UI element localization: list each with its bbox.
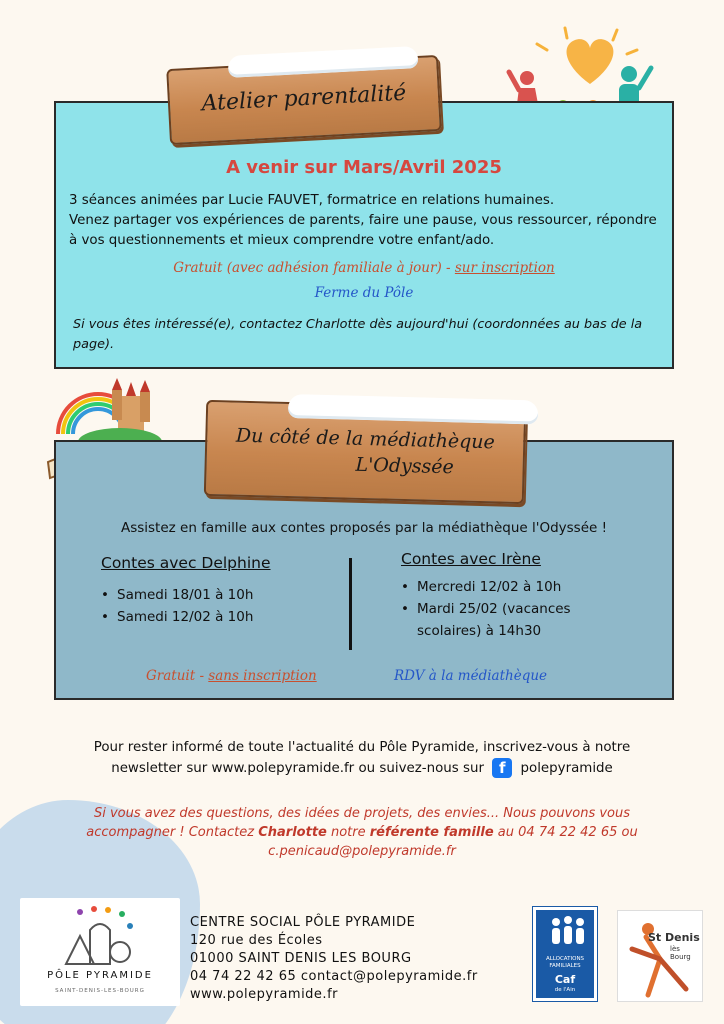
mediatheque-sign-line-1: Du côté de la médiathèque xyxy=(235,424,496,454)
list-item: • Mercredi 12/02 à 10h xyxy=(401,576,621,598)
atelier-description xyxy=(69,191,660,251)
pole-pyramide-logo xyxy=(20,898,180,1006)
logo-figures-icon xyxy=(60,906,140,968)
questions-text xyxy=(70,804,654,861)
questions-part-3: au 04 74 22 42 65 ou xyxy=(493,825,638,840)
footer-address xyxy=(190,914,478,1004)
contes-delphine xyxy=(101,554,271,628)
mediatheque-no-inscription: sans inscription xyxy=(208,668,317,684)
atelier-inscription: sur inscription xyxy=(454,260,555,276)
castle-icon xyxy=(112,378,150,436)
newsletter-line-2 xyxy=(40,758,684,779)
newsletter-text xyxy=(40,738,684,779)
questions-part-2: notre xyxy=(326,825,370,840)
atelier-price xyxy=(56,260,672,276)
mediatheque-rdv: RDV à la médiathèque xyxy=(394,668,548,684)
caf-logo xyxy=(533,907,597,1001)
contact-email[interactable]: c.penicaud@polepyramide.fr xyxy=(268,844,456,859)
mediatheque-sign-line-2: L'Odyssée xyxy=(355,453,455,479)
address-line: 120 rue des Écoles xyxy=(190,933,323,948)
atelier-panel xyxy=(54,101,674,369)
contes-delphine-title: Contes avec Delphine xyxy=(101,554,271,572)
contact-role: référente famille xyxy=(369,825,494,840)
newsletter-line-2-text: newsletter sur www.polepyramide.fr ou suivez-nous sur xyxy=(111,761,484,776)
snow-cap xyxy=(288,394,539,425)
logo-subtitle: SAINT-DENIS-LES-BOURG xyxy=(55,988,145,994)
stdenis-title: St Denis xyxy=(648,931,700,944)
address-line: 01000 SAINT DENIS LES BOURG xyxy=(190,951,412,966)
contes-irene-list xyxy=(401,576,621,642)
address-line: 04 74 22 42 65 contact@polepyramide.fr xyxy=(190,969,478,984)
contes-delphine-list xyxy=(101,584,271,628)
questions-part-1: Si vous avez des questions, des idées de projets, des envies... Nous pouvons vous accompagner ! Contactez xyxy=(86,806,631,840)
caf-line-2: FAMILIALES xyxy=(549,963,581,969)
facebook-handle[interactable]: polepyramide xyxy=(520,761,613,776)
address-line: www.polepyramide.fr xyxy=(190,987,338,1002)
atelier-location: Ferme du Pôle xyxy=(314,285,414,301)
contes-irene xyxy=(401,550,621,642)
stdenis-subtitle: lès Bourg xyxy=(670,945,691,961)
contes-irene-title: Contes avec Irène xyxy=(401,550,541,568)
mediatheque-free-text: Gratuit - xyxy=(146,668,209,684)
stdenis-logo xyxy=(617,910,703,1002)
mediatheque-intro: Assistez en famille aux contes proposés par la médiathèque l'Odyssée ! xyxy=(120,520,608,536)
logo-name: PÔLE PYRAMIDE xyxy=(47,970,153,981)
caf-line-4: de l'Ain xyxy=(554,987,576,993)
address-line: CENTRE SOCIAL PÔLE PYRAMIDE xyxy=(190,915,416,930)
list-item: • Samedi 18/01 à 10h xyxy=(101,584,271,606)
contact-name: Charlotte xyxy=(258,825,327,840)
atelier-sign xyxy=(166,55,442,145)
mediatheque-sign xyxy=(204,400,526,504)
atelier-line-1: 3 séances animées par Lucie FAUVET, formatrice en relations humaines. xyxy=(69,193,555,208)
mediatheque-price xyxy=(146,668,317,684)
caf-line-3: Caf xyxy=(554,973,576,986)
caf-line-1: ALLOCATIONS xyxy=(545,956,585,962)
caf-people-icon xyxy=(548,916,588,950)
list-item: • Mardi 25/02 (vacances scolaires) à 14h30 xyxy=(401,598,621,642)
atelier-contact: Si vous êtes intéressé(e), contactez Charlotte dès aujourd'hui (coordonnées au bas de la page). xyxy=(73,317,643,352)
snow-cap xyxy=(228,46,419,78)
atelier-line-2: Venez partager vos expériences de parents, faire une pause, vous ressourcer, répondre à vos questionnements et mieux comprendre votre enfant/ado. xyxy=(69,213,657,248)
list-item: • Samedi 12/02 à 10h xyxy=(101,606,271,628)
facebook-icon[interactable]: f xyxy=(492,758,512,778)
newsletter-line-1: Pour rester informé de toute l'actualité du Pôle Pyramide, inscrivez-vous à notre xyxy=(93,740,631,755)
column-divider xyxy=(349,558,352,650)
heart-icon xyxy=(567,39,614,84)
atelier-heading: A venir sur Mars/Avril 2025 xyxy=(226,157,502,178)
atelier-sign-text: Atelier parentalité xyxy=(201,80,407,117)
atelier-free-text: Gratuit (avec adhésion familiale à jour) - xyxy=(173,260,455,276)
